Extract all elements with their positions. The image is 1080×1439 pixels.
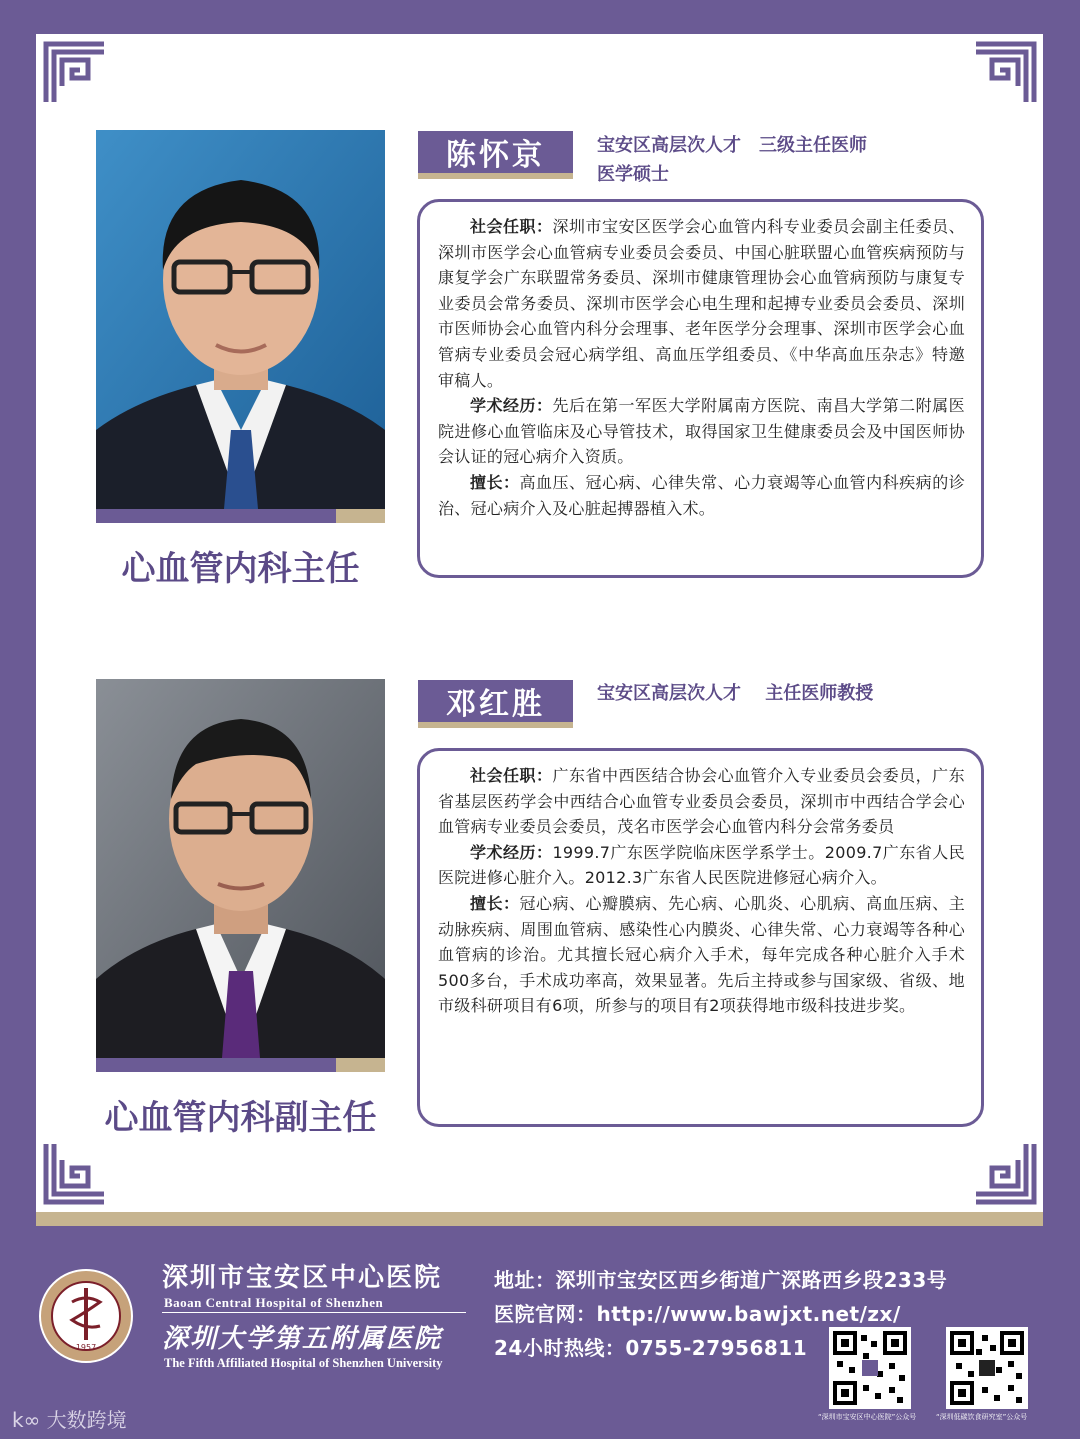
hospital-name-cn: 深圳市宝安区中心医院 <box>162 1263 443 1293</box>
qr-caption: “深圳低碳饮食研究室”公众号 <box>936 1413 1028 1421</box>
hospital-logo <box>38 1268 134 1364</box>
corner-ornament-icon <box>42 1142 106 1206</box>
panel-gold-rule <box>36 1212 1043 1226</box>
qr-code-icon[interactable] <box>829 1327 911 1409</box>
website-text: 医院官网：http://www.bawjxt.net/zx/ <box>494 1302 901 1326</box>
watermark-text: k∞ 大数跨境 <box>12 1408 127 1432</box>
corner-ornament-icon <box>42 40 106 104</box>
address-text: 地址：深圳市宝安区西乡街道广深路西乡段233号 <box>494 1268 948 1292</box>
watermark-logo-icon: k∞ <box>12 1408 47 1432</box>
department-title: 心血管内科副主任 <box>104 1098 377 1138</box>
hotline-text: 24小时热线：0755-27956811 <box>494 1336 808 1360</box>
hospital-name-en: Baoan Central Hospital of Shenzhen <box>164 1295 384 1310</box>
divider <box>162 1312 466 1313</box>
info-paragraph: 社会任职：广东省中西医结合协会心血管介入专业委员会委员，广东省基层医药学会中西结合心血管专业委员会委员，深圳市中西结合学会心血管病专业委员会委员，茂名市医学会心血管内科分会常务委员 <box>438 766 965 837</box>
info-paragraph: 社会任职：深圳市宝安区医学会心血管内科专业委员会副主任委员、深圳市医学会心血管病专业委员会委员、中国心脏联盟心血管疾病预防与康复学会广东联盟常务委员、深圳市健康管理协会心血管病预防与康复专业委员会常务委员、深圳市医学会心电生理和起搏专业委员会委员、深圳市医师协会心血管内科分会理事、老年医学分会理事、深圳市医学会心血管病专业委员会冠心病学组、高血压学组委员、《中华高血压杂志》特邀审稿人。 <box>438 217 965 390</box>
info-paragraph: 学术经历：先后在第一军医大学附属南方医院、南昌大学第二附属医院进修心血管临床及心导管技术，取得国家卫生健康委员会及中国医师协会认证的冠心病介入资质。 <box>438 396 965 467</box>
info-paragraph: 擅长：高血压、冠心病、心律失常、心力衰竭等心血管内科疾病的诊治、冠心病介入及心脏起搏器植入术。 <box>438 472 965 518</box>
doctor-info-box <box>417 199 984 578</box>
corner-ornament-icon <box>974 1142 1038 1206</box>
qr-code-icon[interactable] <box>946 1327 1028 1409</box>
doctor-title: 宝安区高层次人才 三级主任医师 <box>597 135 867 156</box>
corner-ornament-icon <box>974 40 1038 104</box>
photo-accent-bar <box>96 1058 385 1072</box>
affiliate-name-en: The Fifth Affiliated Hospital of Shenzhen University <box>164 1356 443 1370</box>
doctor-title: 宝安区高层次人才 主任医师教授 <box>597 683 874 704</box>
affiliate-name-cn: 深圳大学第五附属医院 <box>162 1324 443 1354</box>
doctor-name: 邓红胜 <box>418 680 573 728</box>
svg-text:1957: 1957 <box>75 1343 97 1352</box>
department-title: 心血管内科主任 <box>121 549 360 589</box>
qr-caption: “深圳市宝安区中心医院”公众号 <box>818 1413 917 1421</box>
info-paragraph: 学术经历：1999.7广东医学院临床医学系学士。2009.7广东省人民医院进修心脏介入。2012.3广东省人民医院进修冠心病介入。 <box>438 842 965 888</box>
doctor-name: 陈怀京 <box>418 131 573 179</box>
doctor-info-box <box>417 748 984 1127</box>
doctor-photo <box>96 130 385 509</box>
doctor-degree: 医学硕士 <box>597 164 669 185</box>
doctor-photo <box>96 679 385 1058</box>
info-paragraph: 擅长：冠心病、心瓣膜病、先心病、心肌炎、心肌病、高血压病、主动脉疾病、周围血管病、感染性心内膜炎、心律失常、心力衰竭等各种心血管病的诊治。尤其擅长冠心病介入手术，每年完成各种心脏介入手术500多台，手术成功率高，效果显著。先后主持或参与国家级、省级、地市级科研项目有6项，所参与的项目有2项获得地市级科技进步奖。 <box>438 893 965 1016</box>
photo-accent-bar <box>96 509 385 523</box>
